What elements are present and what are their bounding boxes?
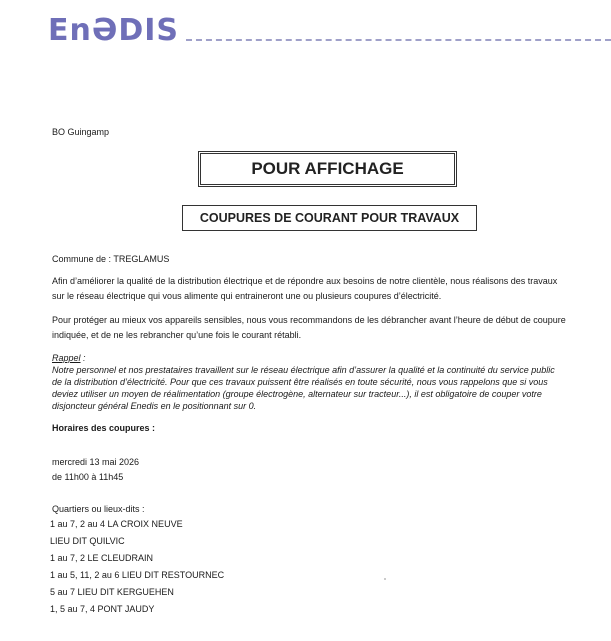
title-box [198, 151, 457, 187]
commune-label: Commune de : TREGLAMUS [52, 254, 170, 264]
reminder-line: deviez utiliser un moyen de réalimentation (groupe électrogène, alternateur sur tracteur...), il est obligatoire de couper votre [52, 389, 542, 399]
subtitle-box [182, 205, 477, 231]
intro-line: sur le réseau électrique qui vous alimente qui entraineront une ou plusieurs coupures d’électricité. [52, 291, 442, 301]
reminder-line: de la distribution d’électricité. Pour que ces travaux puissent être réalisés en toute sécurité, nous vous rappelons que si vous [52, 377, 548, 387]
outage-date: mercredi 13 mai 2026 [52, 457, 140, 467]
advice-line: Pour protéger au mieux vos appareils sensibles, nous vous recommandons de les débrancher avant l’heure de début de coupure [52, 315, 566, 325]
reminder-line: disjoncteur général Enedis en le positionnant sur 0. [52, 401, 257, 411]
reminder-block [52, 352, 582, 412]
reminder-colon: : [80, 353, 86, 363]
location-item: LIEU DIT QUILVIC [50, 536, 125, 546]
advice-line: indiquée, et de ne les rebrancher qu’une fois le courant rétabli. [52, 330, 302, 340]
location-item: 1 au 7, 2 au 4 LA CROIX NEUVE [50, 519, 183, 529]
reminder-line: Notre personnel et nos prestataires travaillent sur le réseau électrique afin d’assurer la qualité et la continuité du service public [52, 365, 555, 375]
locations-heading: Quartiers ou lieux-dits : [52, 504, 145, 514]
intro-paragraph [52, 274, 592, 304]
page-title: POUR AFFICHAGE [251, 159, 404, 178]
page-subtitle: COUPURES DE COURANT POUR TRAVAUX [199, 211, 460, 225]
schedule-heading: Horaires des coupures : [52, 423, 156, 433]
location-item: 5 au 7 LIEU DIT KERGUEHEN [50, 587, 174, 597]
location-item: 1 au 7, 2 LE CLEUDRAIN [50, 553, 154, 563]
location-item: 1 au 5, 11, 2 au 6 LIEU DIT RESTOURNEC [50, 570, 225, 580]
scan-speck [384, 578, 386, 580]
enedis-logo: EnƏDIS [48, 13, 179, 48]
intro-line: Afin d’améliorer la qualité de la distribution électrique et de répondre aux besoins de notre clientèle, nous réalisons des travaux [52, 276, 558, 286]
location-item: 1, 5 au 7, 4 PONT JAUDY [50, 604, 155, 614]
reminder-label: Rappel [52, 353, 81, 363]
agency-label: BO Guingamp [52, 127, 110, 137]
reminder-heading [52, 352, 582, 364]
advice-paragraph [52, 313, 592, 343]
header-dashed-divider [186, 39, 611, 41]
outage-time: de 11h00 à 11h45 [52, 472, 124, 482]
header [0, 0, 611, 60]
